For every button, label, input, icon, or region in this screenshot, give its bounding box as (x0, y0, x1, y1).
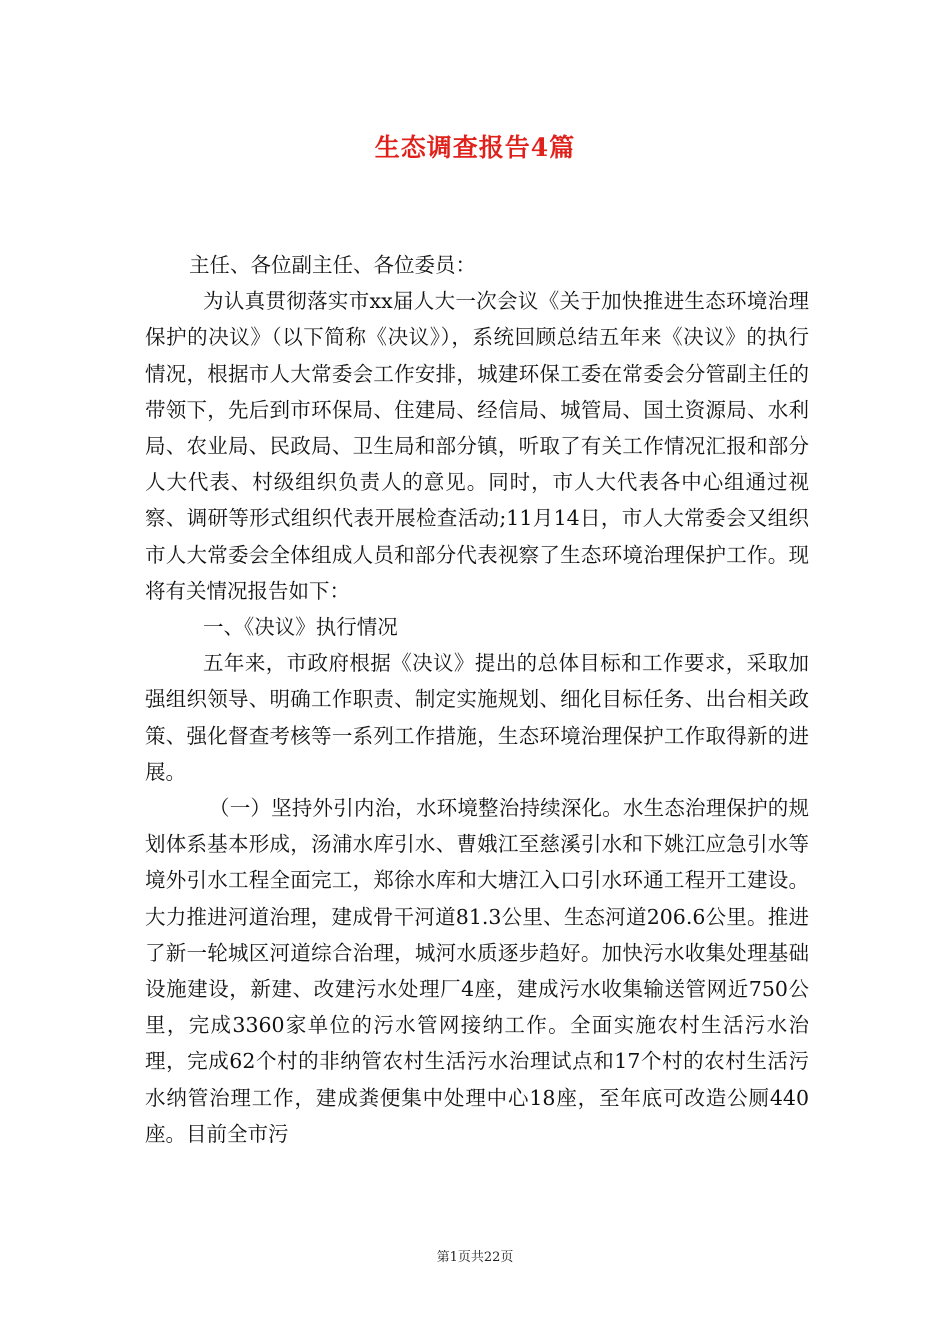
intro-paragraph: 为认真贯彻落实市xx届人大一次会议《关于加快推进生态环境治理保护的决议》（以下简称《决议》），系统回顾总结五年来《决议》的执行情况，根据市人大常委会工作安排，城建环保工委在常委会分管副主任的带领下，先后到市环保局、住建局、经信局、城管局、国土资源局、水利局、农业局、民政局、卫生局和部分镇，听取了有关工作情况汇报和部分人大代表、村级组织负责人的意见。同时，市人大代表各中心组通过视察、调研等形式组织代表开展检查活动;11月14日，市人大常委会又组织市人大常委会全体组成人员和部分代表视察了生态环境治理保护工作。现将有关情况报告如下： (145, 289, 809, 603)
subsection-paragraph: （一）坚持外引内治，水环境整治持续深化。水生态治理保护的规划体系基本形成，汤浦水库引水、曹娥江至慈溪引水和下姚江应急引水等境外引水工程全面完工，郑徐水库和大塘江入口引水环通工程开工建设。大力推进河道治理，建成骨干河道81.3公里、生态河道206.6公里。推进了新一轮城区河道综合治理，城河水质逐步趋好。加快污水收集处理基础设施建设，新建、改建污水处理厂4座，建成污水收集输送管网近750公里，完成3360家单位的污水管网接纳工作。全面实施农村生活污水治理，完成62个村的非纳管农村生活污水治理试点和17个村的农村生活污水纳管治理工作，建成粪便集中处理中心18座，至年底可改造公厕440座。目前全市污 (145, 796, 809, 1146)
section-paragraph: 五年来，市政府根据《决议》提出的总体目标和工作要求，采取加强组织领导、明确工作职责、制定实施规划、细化目标任务、出台相关政策、强化督查考核等一系列工作措施，生态环境治理保护工作取得新的进展。 (145, 651, 809, 784)
salutation: 主任、各位副主任、各位委员： (189, 253, 476, 277)
document-title: 生态调查报告4篇 (374, 133, 576, 162)
section-heading: 一、《决议》执行情况 (203, 615, 398, 640)
document-body (145, 247, 809, 1152)
page-number: 第1页共22页 (436, 1250, 514, 1265)
